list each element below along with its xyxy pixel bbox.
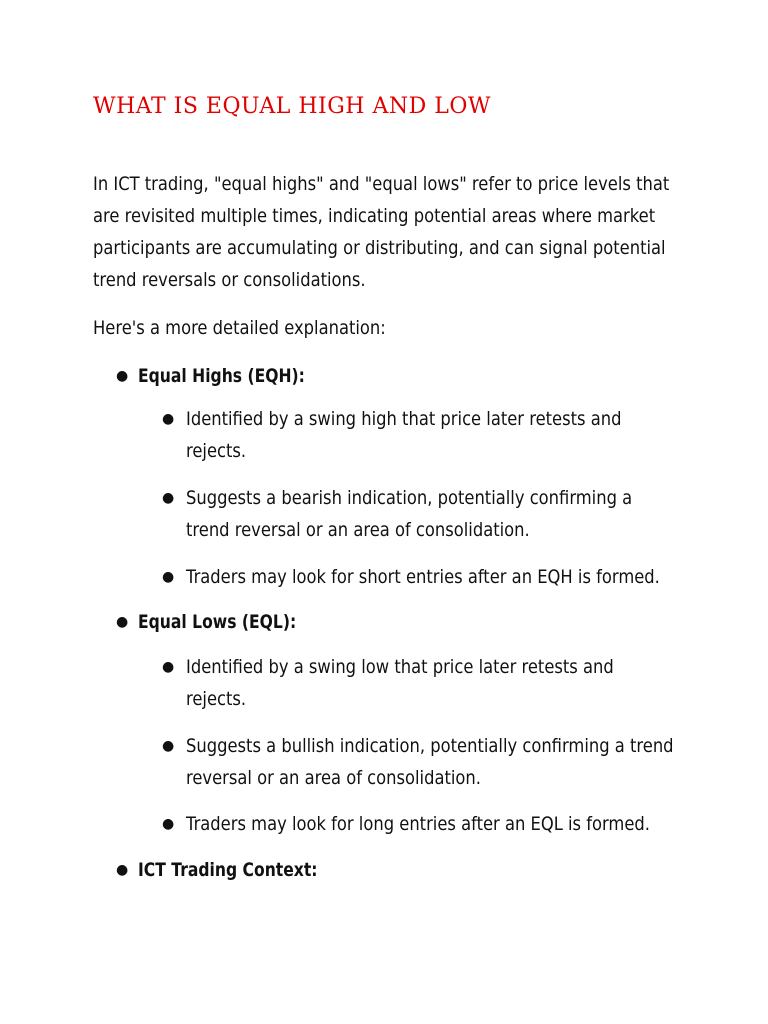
list-item-text: Traders may look for short entries after an EQH is formed. — [186, 566, 660, 588]
bullet-icon: ● — [162, 816, 175, 832]
section-heading-label: Equal Lows (EQL): — [138, 611, 297, 633]
bullet-icon: ● — [116, 368, 129, 384]
lead-paragraph: Here's a more detailed explanation: — [93, 317, 386, 339]
list-item-text: Identified by a swing high that price later retests and rejects. — [186, 408, 622, 462]
section-heading-label: Equal Highs (EQH): — [138, 365, 305, 387]
bullet-icon: ● — [162, 411, 175, 427]
page-title: WHAT IS EQUAL HIGH AND LOW — [93, 94, 492, 119]
bullet-icon: ● — [116, 614, 129, 630]
bullet-icon: ● — [162, 569, 175, 585]
bullet-icon: ● — [162, 738, 175, 754]
list-item-text: Suggests a bearish indication, potentially confirming a trend reversal or an area of consolidation. — [186, 487, 633, 541]
section-heading-label: ICT Trading Context: — [138, 859, 318, 881]
bullet-icon: ● — [162, 490, 175, 506]
list-item-text: Traders may look for long entries after an EQL is formed. — [186, 813, 650, 835]
list-item-text: Identified by a swing low that price later retests and rejects. — [186, 656, 614, 710]
bullet-icon: ● — [162, 659, 175, 675]
list-item-text: Suggests a bullish indication, potentially confirming a trend reversal or an area of consolidation. — [186, 735, 674, 789]
intro-paragraph: In ICT trading, "equal highs" and "equal lows" refer to price levels that are revisited multiple times, indicating potential areas where market participants are accumulating or distributing, and can signal potential trend reversals or consolidations. — [93, 173, 670, 291]
bullet-icon: ● — [116, 862, 129, 878]
